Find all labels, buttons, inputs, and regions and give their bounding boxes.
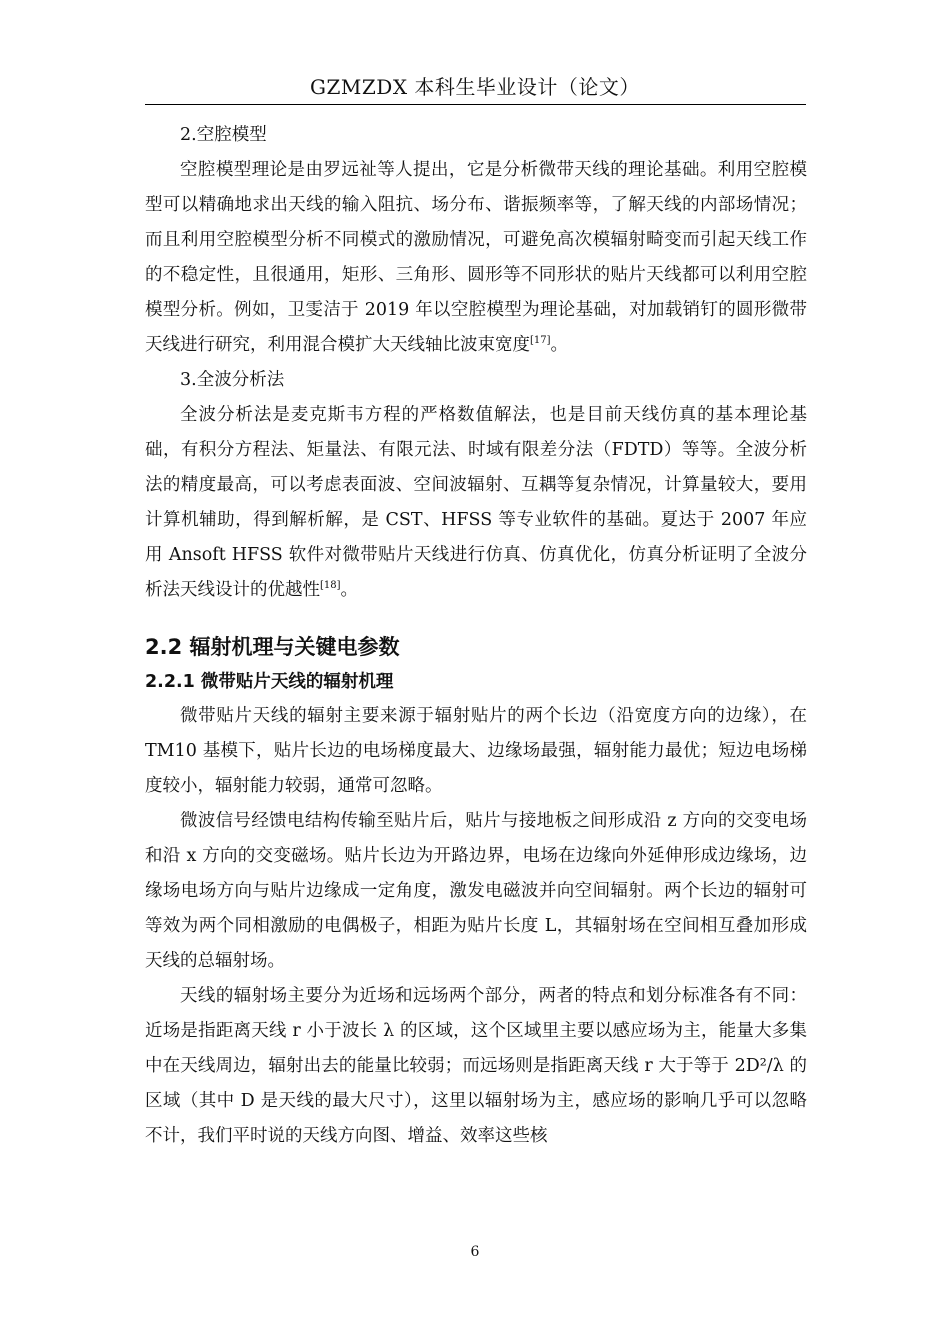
radiation-paragraph-1: 微带贴片天线的辐射主要来源于辐射贴片的两个长边（沿宽度方向的边缘），在 TM10 基模下，贴片长边的电场梯度最大、边缘场最强，辐射能力最优；短边电场梯度较小，辐射能力较弱，通常可忽略。 — [145, 706, 807, 796]
citation-18: [18] — [320, 580, 341, 591]
radiation-paragraph-2: 微波信号经馈电结构传输至贴片后，贴片与接地板之间形成沿 z 方向的交变电场和沿 x 方向的交变磁场。贴片长边为开路边界，电场在边缘向外延伸形成边缘场，边缘场电场方向与贴片边缘成一定角度，激发电磁波并向空间辐射。两个长边的辐射可等效为两个同相激励的电偶极子，相距为贴片长度 L，其辐射场在空间相互叠加形成天线的总辐射场。 — [145, 811, 807, 971]
cavity-model-paragraph — [145, 153, 807, 363]
section-2-2-1-title: 2.2.1 微带贴片天线的辐射机理 — [145, 672, 394, 692]
page-body — [145, 118, 807, 1154]
full-wave-text: 全波分析法是麦克斯韦方程的严格数值解法，也是目前天线仿真的基本理论基础，有积分方程法、矩量法、有限元法、时域有限差分法（FDTD）等等。全波分析法的精度最高，可以考虑表面波、空间波辐射、互耦等复杂情况，计算量较大，要用计算机辅助，得到解析解，是 CST、HFSS 等专业软件的基础。夏达于 2007 年应用 Ansoft HFSS 软件对微带贴片天线进行仿真、仿真优化，仿真分析证明了全波分析法天线设计的优越性 — [145, 405, 807, 600]
page-number: 6 — [470, 1244, 480, 1260]
header-rule — [145, 104, 806, 105]
cavity-model-text: 空腔模型理论是由罗远祉等人提出，它是分析微带天线的理论基础。利用空腔模型可以精确地求出天线的输入阻抗、场分布、谐振频率等，了解天线的内部场情况；而且利用空腔模型分析不同模式的激励情况，可避免高次模辐射畸变而引起天线工作的不稳定性，且很通用，矩形、三角形、圆形等不同形状的贴片天线都可以利用空腔模型分析。例如，卫雯洁于 2019 年以空腔模型为理论基础，对加载销钉的圆形微带天线进行研究，利用混合模扩大天线轴比波束宽度 — [145, 160, 807, 355]
full-wave-end: 。 — [340, 580, 359, 600]
cavity-model-end: 。 — [550, 335, 569, 355]
cavity-model-heading: 2.空腔模型 — [180, 125, 267, 145]
section-2-2-title: 2.2 辐射机理与关键电参数 — [145, 635, 400, 659]
radiation-paragraph-3: 天线的辐射场主要分为近场和远场两个部分，两者的特点和划分标准各有不同：近场是指距离天线 r 小于波长 λ 的区域，这个区域里主要以感应场为主，能量大多集中在天线周边，辐射出去的能量比较弱；而远场则是指距离天线 r 大于等于 2D²/λ 的区域（其中 D 是天线的最大尺寸），这里以辐射场为主，感应场的影响几乎可以忽略不计，我们平时说的天线方向图、增益、效率这些核 — [145, 986, 807, 1146]
full-wave-heading: 3.全波分析法 — [180, 370, 285, 390]
full-wave-paragraph — [145, 398, 807, 608]
running-header: GZMZDX 本科生毕业设计（论文） — [310, 75, 640, 99]
citation-17: [17] — [530, 335, 551, 346]
